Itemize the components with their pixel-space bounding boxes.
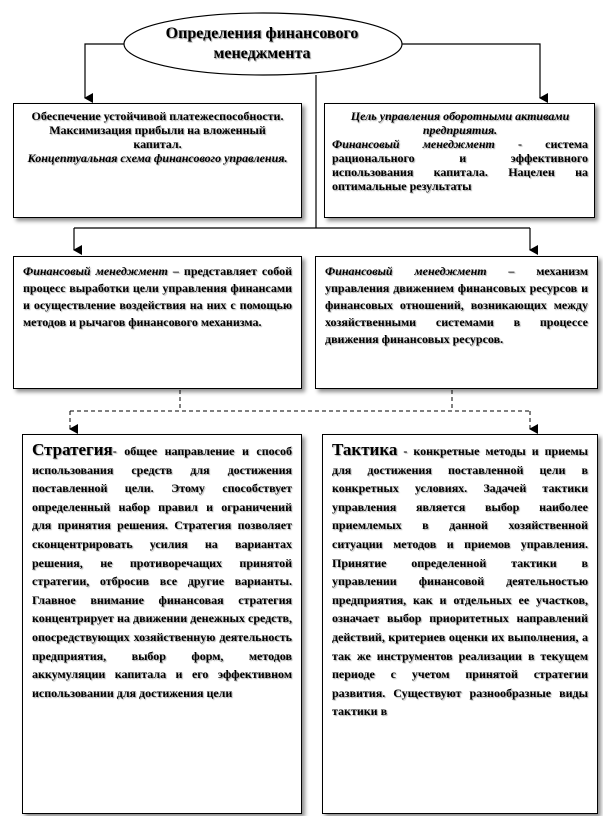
strategy-text: - общее направление и способ использования средств для достижения поставленной цели. Этому способствует определенный набор правил и ограничений для принятия решения. Стратегия позволяет сконцентрировать усилия на вариантах решения, не противоречащих принятой стратегии, отбросив все другие варианты. Главное внимание финансовая стратегия концентрирует на движении денежных средств, опосредствующих хозяйственную деятельность предприятия, выбор форм, методов аккумуляции капитала и его эффективном использовании для достижения цели bbox=[32, 444, 292, 700]
arrow-title-to-top-left bbox=[85, 44, 124, 98]
diagram-title bbox=[123, 12, 401, 76]
mid-right-box bbox=[315, 256, 598, 389]
mid-right-term: Финансовый менеджмент bbox=[325, 264, 487, 278]
mid-left-box bbox=[13, 256, 302, 389]
top-right-heading: Цель управления оборотными активами предприятия. bbox=[350, 109, 570, 137]
mid-right-text: – механизм управления движением финансовых ресурсов и финансовых отношений, возникающих между хозяйственными системами в процессе движения финансовых ресурсов. bbox=[325, 264, 588, 346]
mid-left-text: – представляет собой процесс выработки цели управления финансами и осуществление воздействия на них с помощью методов и рычагов финансового механизма. bbox=[23, 264, 292, 329]
mid-left-term: Финансовый менеджмент bbox=[23, 264, 168, 278]
top-left-box bbox=[13, 103, 302, 218]
title-line-2: менеджмента bbox=[213, 45, 311, 62]
tactics-term: Тактика bbox=[332, 440, 398, 459]
top-right-text: - система рационального и эффективного использования капитала. Нацелен на оптимальные результаты bbox=[332, 137, 588, 193]
top-right-box bbox=[324, 103, 595, 218]
top-right-term: Финансовый менеджмент bbox=[332, 137, 495, 151]
tactics-box bbox=[322, 434, 598, 814]
top-left-line-1: Обеспечение устойчивой платежеспособности. bbox=[31, 109, 284, 123]
top-left-line-2: Максимизация прибыли на вложенный капитал. bbox=[49, 123, 266, 151]
top-right-definition bbox=[332, 137, 588, 193]
tactics-text: - конкретные методы и приемы для достижения поставленной цели в конкретных условиях. Задачей тактики управления является выбор наиболее приемлемых в данной хозяйственной ситуации методов и приемов управления. Принятие определенной тактики в управлении финансовой деятельностью предприятия, как и отдельных ее участков, означает выбор приоритетных направлений действий, критериев оценки их выполнения, а так же инструментов реализации в текущем периоде с учетом принятой стратегии развития. Существуют разнообразные виды тактики в bbox=[332, 444, 588, 719]
title-line-1: Определения финансового bbox=[165, 25, 359, 42]
top-left-line-3: Концептуальная схема финансового управления. bbox=[27, 151, 288, 165]
strategy-box bbox=[22, 434, 302, 814]
strategy-term: Стратегия bbox=[32, 440, 113, 459]
arrow-title-to-top-right bbox=[402, 44, 540, 98]
